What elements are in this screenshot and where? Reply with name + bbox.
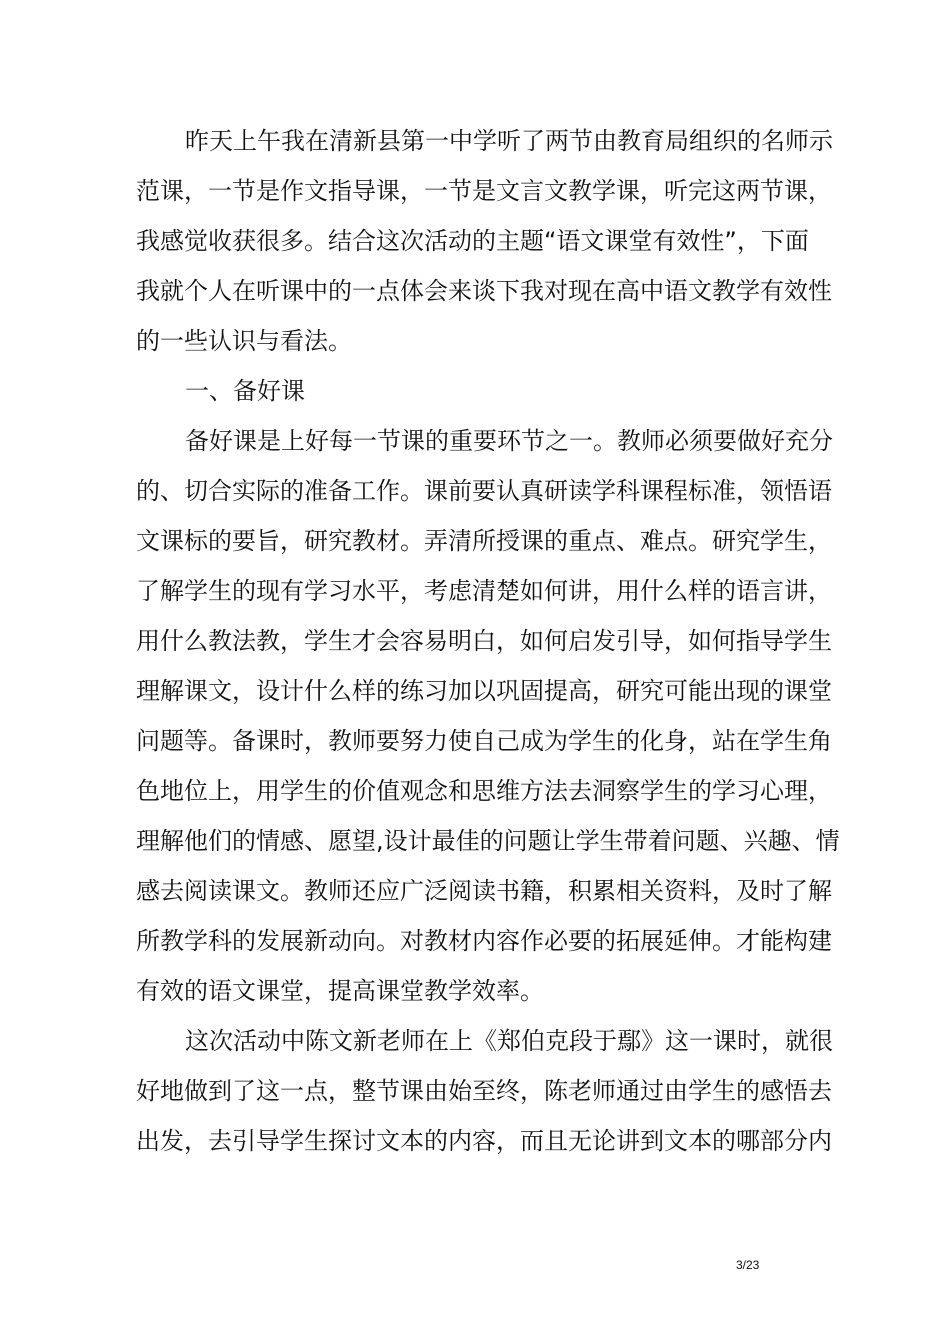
paragraph-line: 范课，一节是作文指导课，一节是文言文教学课，听完这两节课，: [136, 177, 832, 205]
section-heading: 一、备好课: [185, 377, 305, 405]
paragraph-line: 理解课文，设计什么样的练习加以巩固提高，研究可能出现的课堂: [136, 677, 832, 705]
paragraph-line: 问题等。备课时，教师要努力使自己成为学生的化身，站在学生角: [136, 727, 832, 755]
paragraph-line: 昨天上午我在清新县第一中学听了两节由教育局组织的名师示: [185, 127, 833, 155]
paragraph-line: 出发，去引导学生探讨文本的内容，而且无论讲到文本的哪部分内: [136, 1127, 832, 1155]
page-number: 3/23: [736, 1258, 760, 1272]
paragraph-line: 感去阅读课文。教师还应广泛阅读书籍，积累相关资料，及时了解: [136, 877, 832, 905]
paragraph-line: 了解学生的现有学习水平，考虑清楚如何讲，用什么样的语言讲，: [136, 577, 832, 605]
paragraph-line: 我就个人在听课中的一点体会来谈下我对现在高中语文教学有效性: [136, 277, 832, 305]
paragraph-line: 有效的语文课堂，提高课堂教学效率。: [136, 977, 544, 1005]
paragraph-line: 这次活动中陈文新老师在上《郑伯克段于鄢》这一课时，就很: [185, 1027, 833, 1055]
paragraph-line: 的、切合实际的准备工作。课前要认真研读学科课程标准，领悟语: [136, 477, 832, 505]
paragraph-line: 色地位上，用学生的价值观念和思维方法去洞察学生的学习心理，: [136, 777, 832, 805]
paragraph-line: 备好课是上好每一节课的重要环节之一。教师必须要做好充分: [185, 427, 833, 455]
paragraph-line: 理解他们的情感、愿望,设计最佳的问题让学生带着问题、兴趣、情: [136, 827, 840, 855]
paragraph-line: 所教学科的发展新动向。对教材内容作必要的拓展延伸。才能构建: [136, 927, 832, 955]
paragraph-line: 我感觉收获很多。结合这次活动的主题“语文课堂有效性”，下面: [136, 227, 809, 255]
paragraph-line: 的一些认识与看法。: [136, 327, 352, 355]
paragraph-line: 好地做到了这一点，整节课由始至终，陈老师通过由学生的感悟去: [136, 1077, 832, 1105]
paragraph-line: 文课标的要旨，研究教材。弄清所授课的重点、难点。研究学生，: [136, 527, 832, 555]
paragraph-line: 用什么教法教，学生才会容易明白，如何启发引导，如何指导学生: [136, 627, 832, 655]
